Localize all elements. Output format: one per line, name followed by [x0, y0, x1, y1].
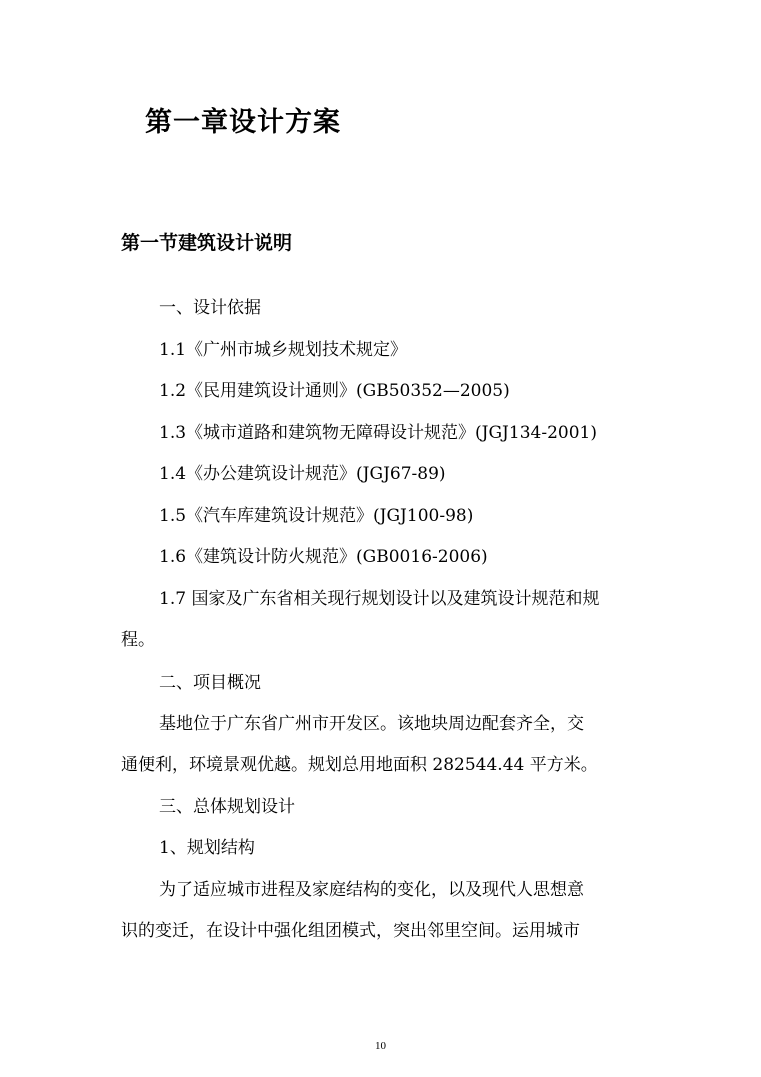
paragraph-line: 为了适应城市进程及家庭结构的变化，以及现代人思想意	[159, 880, 584, 900]
list-item-continuation: 程。	[121, 630, 155, 650]
list-item: 1.5《汽车库建筑设计规范》(JGJ100-98)	[159, 506, 474, 526]
list-item: 1.6《建筑设计防火规范》(GB0016-2006)	[159, 547, 488, 567]
paragraph-line: 识的变迁，在设计中强化组团模式，突出邻里空间。运用城市	[121, 921, 580, 941]
paragraph-line: 通便利，环境景观优越。规划总用地面积 282544.44 平方米。	[121, 755, 598, 775]
list-item: 1.4《办公建筑设计规范》(JGJ67-89)	[159, 464, 446, 484]
list-item: 1.1《广州市城乡规划技术规定》	[159, 340, 408, 360]
subsection-heading-planning: 三、总体规划设计	[159, 797, 295, 817]
list-item: 1.3《城市道路和建筑物无障碍设计规范》(JGJ134-2001)	[159, 423, 597, 443]
subsection-heading-basis: 一、设计依据	[159, 298, 261, 318]
page-number: 10	[375, 1040, 386, 1052]
list-item: 1.7 国家及广东省相关现行规划设计以及建筑设计规范和规	[159, 589, 600, 609]
section-title: 第一节建筑设计说明	[121, 232, 293, 254]
paragraph-line: 基地位于广东省广州市开发区。该地块周边配套齐全，交	[159, 714, 584, 734]
sub-heading-structure: 1、规划结构	[159, 838, 255, 858]
subsection-heading-overview: 二、项目概况	[159, 673, 261, 693]
chapter-title: 第一章设计方案	[145, 107, 341, 138]
list-item: 1.2《民用建筑设计通则》(GB50352—2005)	[159, 381, 510, 401]
